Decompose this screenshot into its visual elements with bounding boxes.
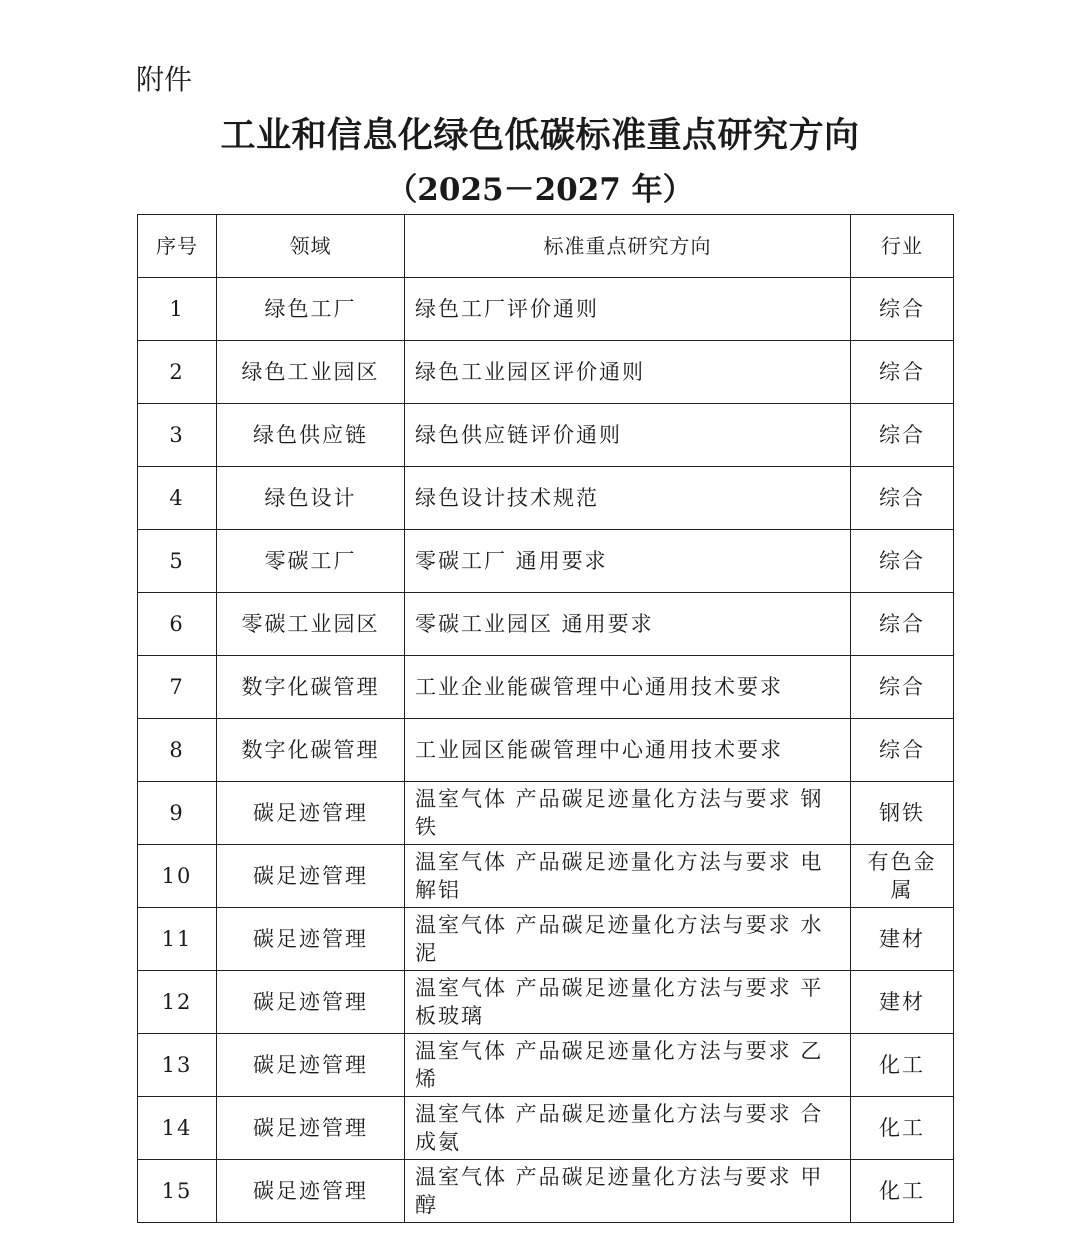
row-direction: 绿色供应链评价通则 (405, 404, 851, 467)
row-number: 2 (138, 341, 217, 404)
row-field: 零碳工业园区 (217, 593, 405, 656)
row-number: 5 (138, 530, 217, 593)
row-field: 碳足迹管理 (217, 1097, 405, 1160)
row-industry: 综合 (851, 404, 954, 467)
row-direction: 绿色设计技术规范 (405, 467, 851, 530)
row-direction: 工业企业能碳管理中心通用技术要求 (405, 656, 851, 719)
row-number: 10 (138, 845, 217, 908)
row-industry: 综合 (851, 719, 954, 782)
document-title: 工业和信息化绿色低碳标准重点研究方向 (220, 116, 860, 156)
column-header-field: 领域 (217, 215, 405, 278)
row-number: 11 (138, 908, 217, 971)
row-direction: 零碳工业园区 通用要求 (405, 593, 851, 656)
row-number: 3 (138, 404, 217, 467)
attachment-label: 附件 (136, 63, 193, 96)
row-field: 碳足迹管理 (217, 1160, 405, 1223)
table-row (138, 908, 954, 971)
row-field: 绿色设计 (217, 467, 405, 530)
table-row (138, 593, 954, 656)
row-field: 绿色工厂 (217, 278, 405, 341)
row-number: 14 (138, 1097, 217, 1160)
row-industry: 综合 (851, 593, 954, 656)
table-row (138, 1160, 954, 1223)
row-industry: 综合 (851, 530, 954, 593)
row-direction: 温室气体 产品碳足迹量化方法与要求 平板玻璃 (405, 971, 851, 1034)
table-header-row (138, 215, 954, 278)
row-direction: 温室气体 产品碳足迹量化方法与要求 水泥 (405, 908, 851, 971)
table-row (138, 341, 954, 404)
table-row (138, 782, 954, 845)
row-number: 1 (138, 278, 217, 341)
row-field: 数字化碳管理 (217, 719, 405, 782)
table-row (138, 467, 954, 530)
row-number: 7 (138, 656, 217, 719)
row-direction: 温室气体 产品碳足迹量化方法与要求 钢铁 (405, 782, 851, 845)
row-number: 6 (138, 593, 217, 656)
table-row (138, 719, 954, 782)
row-field: 碳足迹管理 (217, 782, 405, 845)
row-number: 13 (138, 1034, 217, 1097)
row-direction: 绿色工厂评价通则 (405, 278, 851, 341)
row-number: 9 (138, 782, 217, 845)
table-body (138, 278, 954, 1223)
row-industry: 有色金属 (851, 845, 954, 908)
table-row (138, 530, 954, 593)
row-direction: 工业园区能碳管理中心通用技术要求 (405, 719, 851, 782)
row-industry: 化工 (851, 1160, 954, 1223)
row-field: 数字化碳管理 (217, 656, 405, 719)
table-row (138, 404, 954, 467)
row-number: 4 (138, 467, 217, 530)
row-number: 12 (138, 971, 217, 1034)
column-header-no: 序号 (138, 215, 217, 278)
column-header-direction: 标准重点研究方向 (405, 215, 851, 278)
row-direction: 温室气体 产品碳足迹量化方法与要求 合成氨 (405, 1097, 851, 1160)
row-industry: 化工 (851, 1097, 954, 1160)
table-row (138, 845, 954, 908)
document-subtitle: （2025－2027 年） (386, 172, 694, 208)
row-direction: 温室气体 产品碳足迹量化方法与要求 甲醇 (405, 1160, 851, 1223)
row-number: 15 (138, 1160, 217, 1223)
row-field: 碳足迹管理 (217, 1034, 405, 1097)
table-row (138, 656, 954, 719)
row-field: 零碳工厂 (217, 530, 405, 593)
row-direction: 绿色工业园区评价通则 (405, 341, 851, 404)
row-field: 碳足迹管理 (217, 971, 405, 1034)
row-industry: 综合 (851, 341, 954, 404)
table-row (138, 278, 954, 341)
row-direction: 温室气体 产品碳足迹量化方法与要求 电解铝 (405, 845, 851, 908)
row-industry: 建材 (851, 908, 954, 971)
table-row (138, 1034, 954, 1097)
row-industry: 钢铁 (851, 782, 954, 845)
row-industry: 化工 (851, 1034, 954, 1097)
row-field: 绿色工业园区 (217, 341, 405, 404)
standards-table (137, 214, 954, 1223)
row-field: 绿色供应链 (217, 404, 405, 467)
table-row (138, 1097, 954, 1160)
row-field: 碳足迹管理 (217, 845, 405, 908)
row-industry: 综合 (851, 467, 954, 530)
row-industry: 综合 (851, 656, 954, 719)
row-direction: 温室气体 产品碳足迹量化方法与要求 乙烯 (405, 1034, 851, 1097)
row-industry: 综合 (851, 278, 954, 341)
row-field: 碳足迹管理 (217, 908, 405, 971)
column-header-industry: 行业 (851, 215, 954, 278)
row-direction: 零碳工厂 通用要求 (405, 530, 851, 593)
table-row (138, 971, 954, 1034)
row-number: 8 (138, 719, 217, 782)
row-industry: 建材 (851, 971, 954, 1034)
